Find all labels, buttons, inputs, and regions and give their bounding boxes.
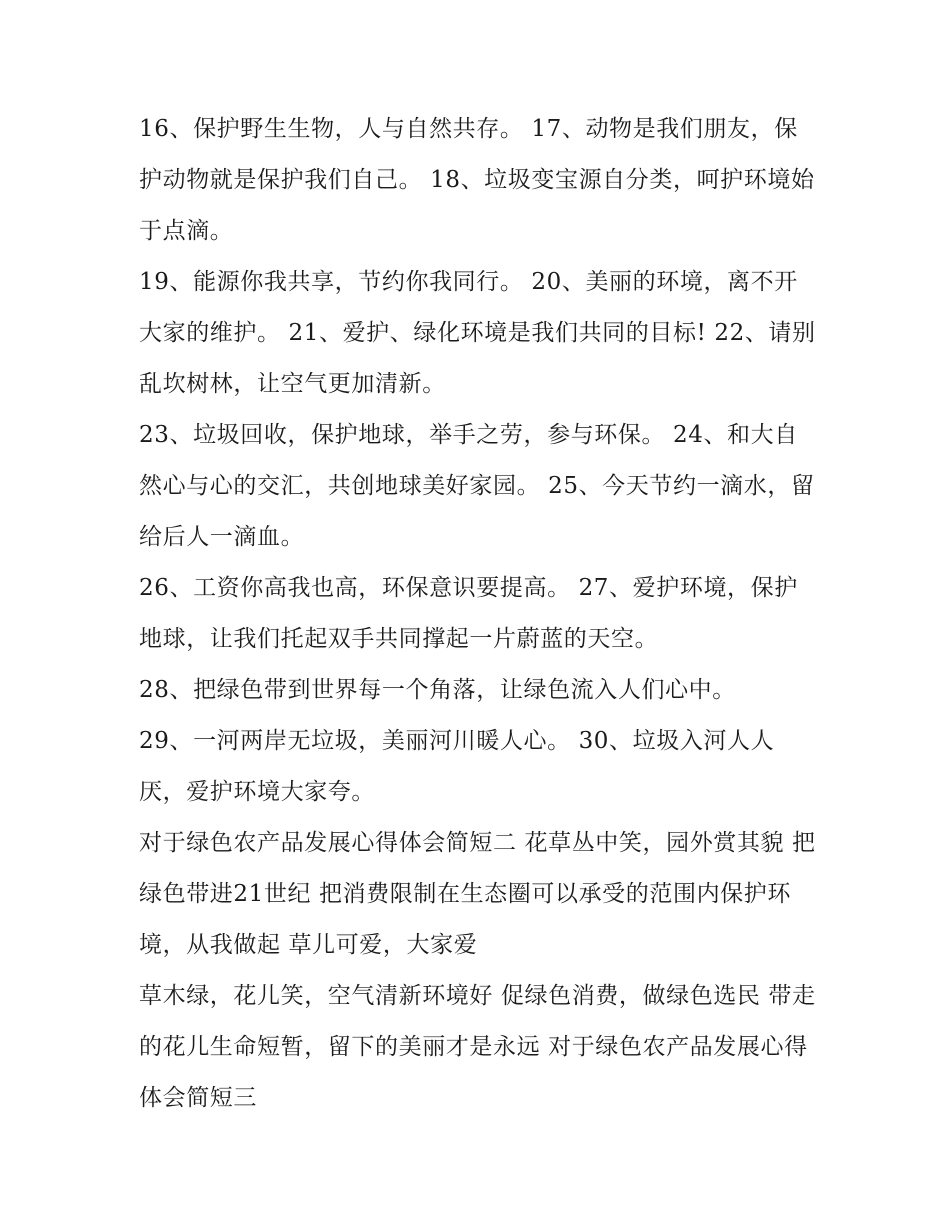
document-body <box>139 104 819 1124</box>
paragraph-slogan-28: 28、把绿色带到世界每一个角落，让绿色流入人们心中。 <box>139 677 736 703</box>
paragraph-slogans-16-18: 16、保护野生生物，人与自然共存。 17、动物是我们朋友，保护动物就是保护我们自己。 18、垃圾变宝源自分类，呵护环境始于点滴。 <box>139 116 815 244</box>
paragraph-slogans-26-27: 26、工资你高我也高，环保意识要提高。 27、爱护环境，保护地球，让我们托起双手共同撑起一片蔚蓝的天空。 <box>139 575 798 652</box>
paragraph-slogans-19-22: 19、能源你我共享，节约你我同行。 20、美丽的环境，离不开大家的维护。 21、爱护、绿化环境是我们共同的目标! 22、请别乱坎树林，让空气更加清新。 <box>139 269 816 397</box>
paragraph-slogans-29-30: 29、一河两岸无垃圾，美丽河川暖人心。 30、垃圾入河人人厌，爱护环境大家夸。 <box>139 728 775 805</box>
paragraph-slogans-23-25: 23、垃圾回收，保护地球，举手之劳，参与环保。 24、和大自然心与心的交汇，共创地球美好家园。 25、今天节约一滴水，留给后人一滴血。 <box>139 422 815 550</box>
paragraph-section-three: 草木绿，花儿笑，空气清新环境好 促绿色消费，做绿色选民 带走的花儿生命短暂，留下的美丽才是永远 对于绿色农产品发展心得体会简短三 <box>139 983 816 1111</box>
paragraph-section-two: 对于绿色农产品发展心得体会简短二 花草丛中笑，园外赏其貌 把绿色带进21世纪 把消费限制在生态圈可以承受的范围内保护环境，从我做起 草儿可爱，大家爱 <box>139 830 816 958</box>
